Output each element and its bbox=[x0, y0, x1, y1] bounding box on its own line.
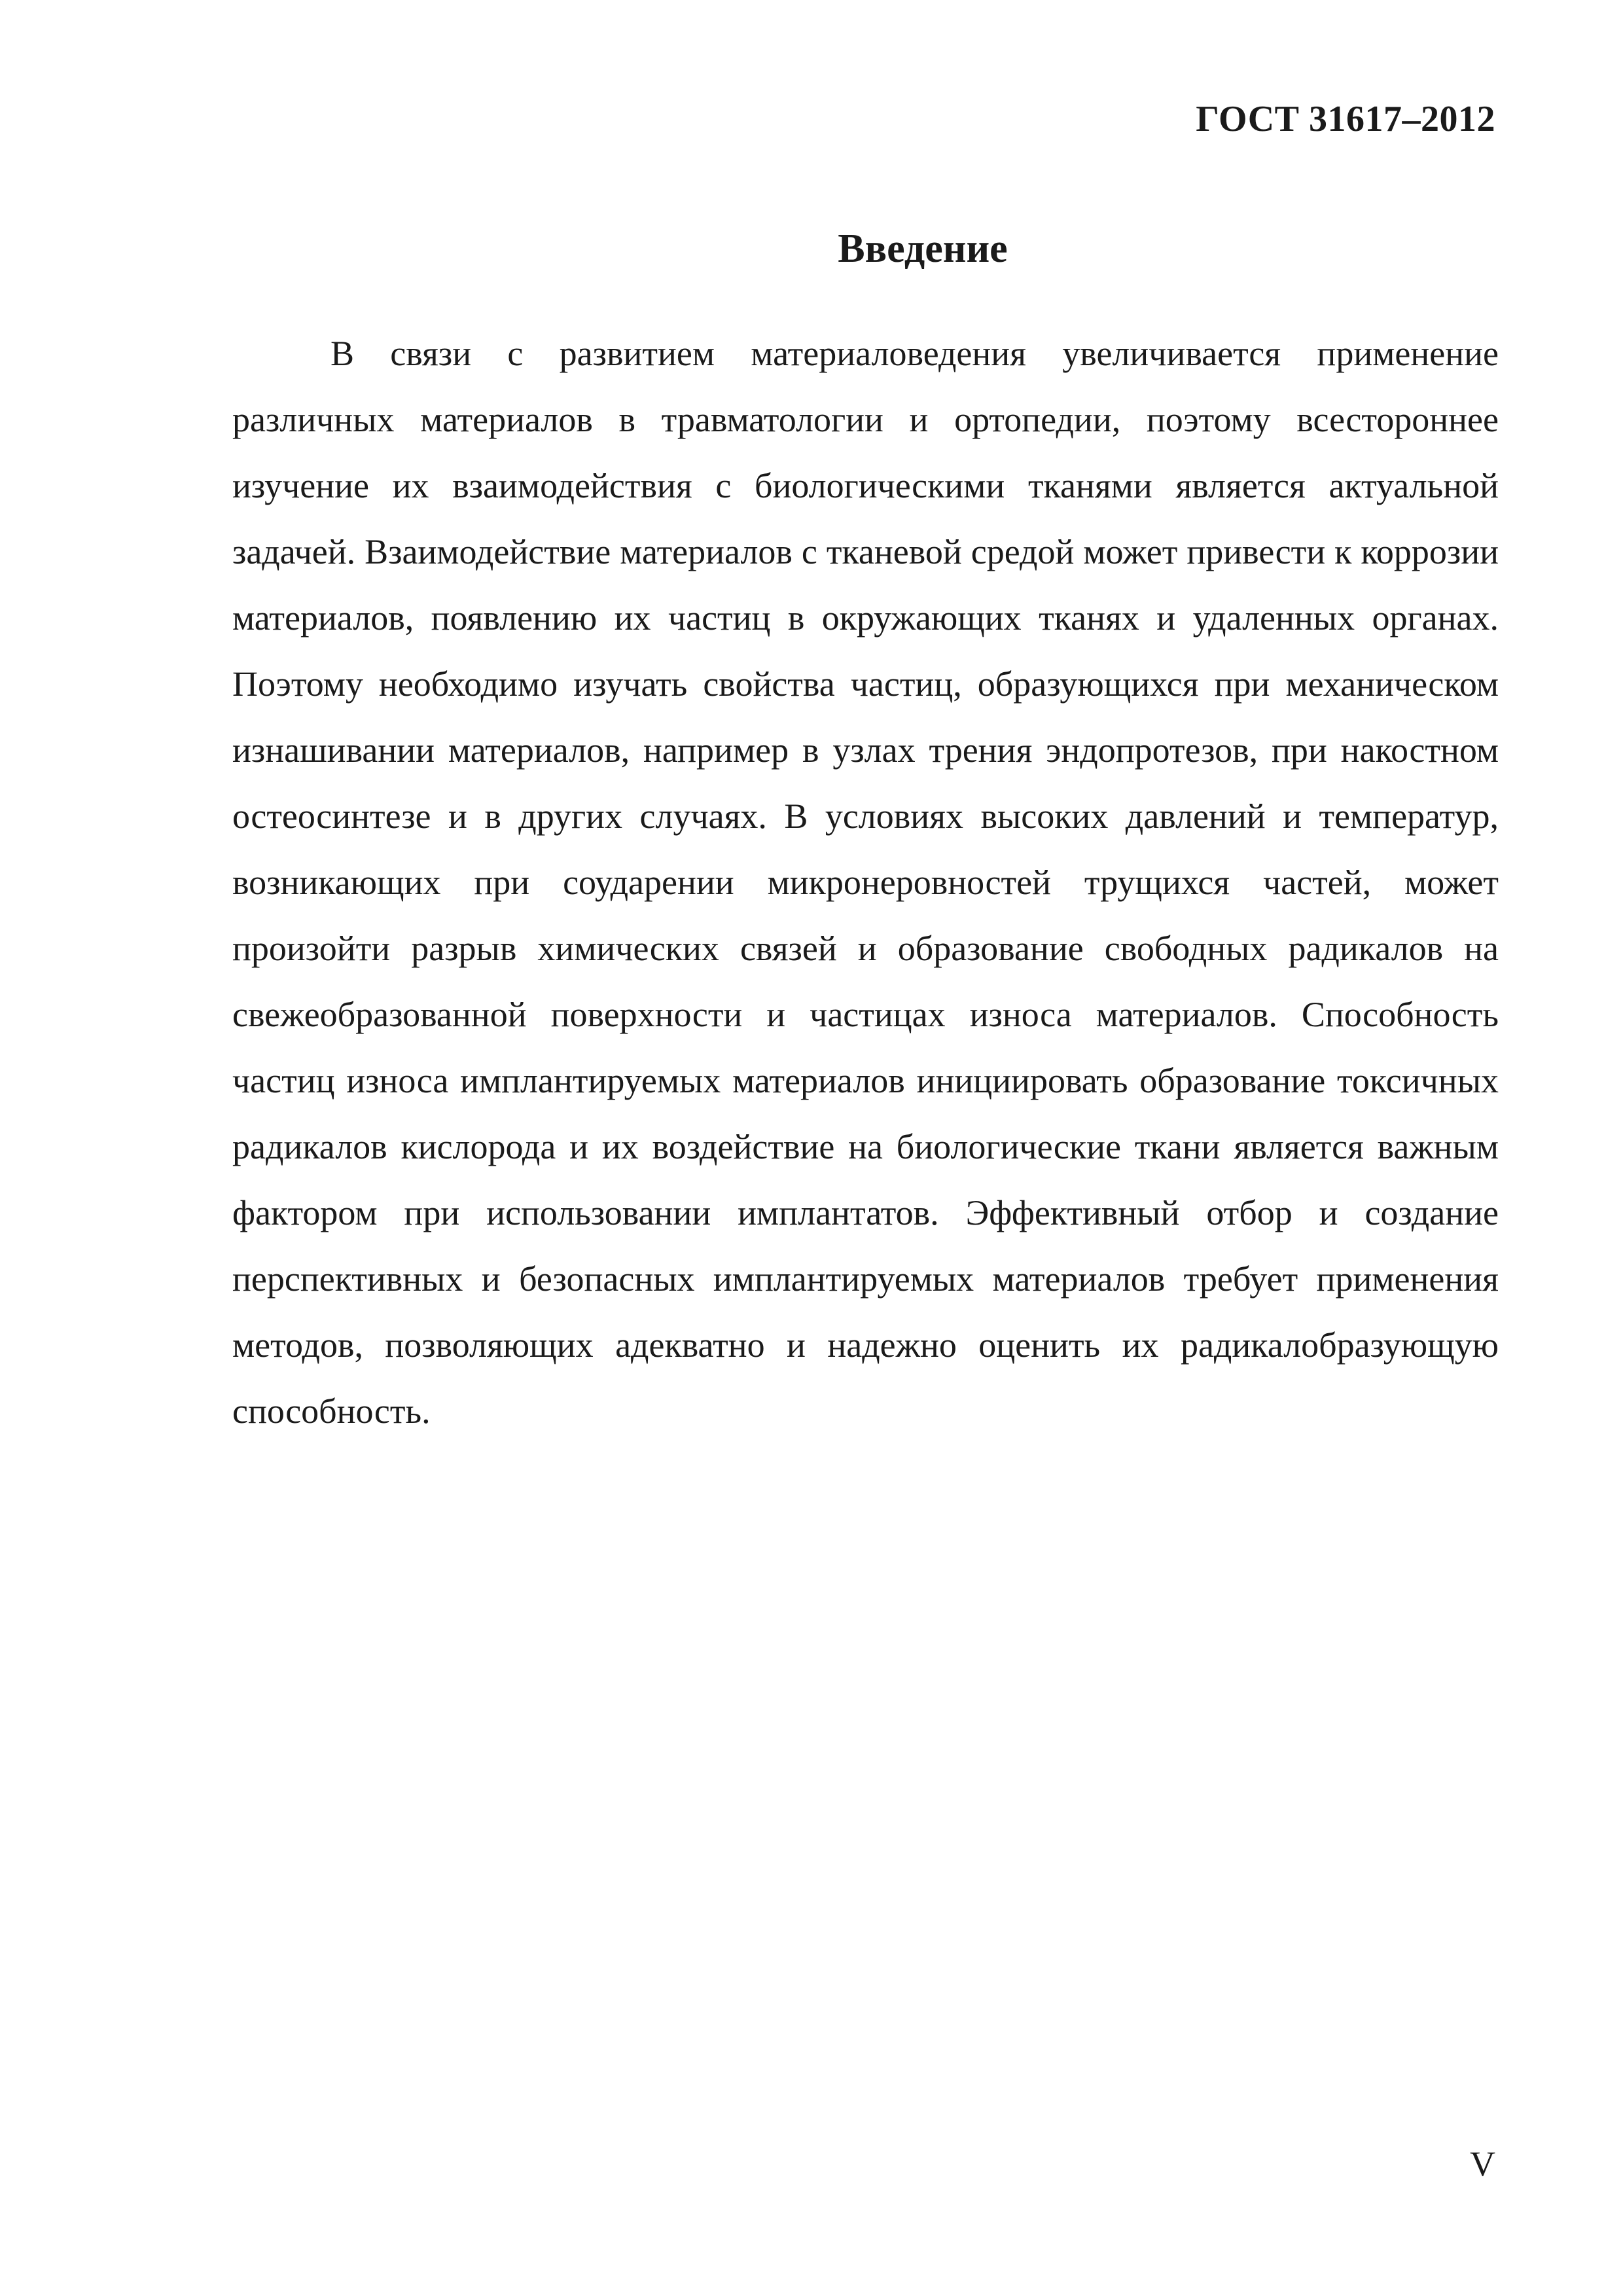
intro-paragraph: В связи с развитием материаловедения увеличивается применение различных материалов в травматологии и ортопедии, поэтому всестороннее изучение их взаимодействия с биологическими тканями является актуальной задачей. Взаимодействие материалов с тканевой средой может привести к коррозии материалов, появлению их частиц в окружающих тканях и удаленных органах. Поэтому необходимо изучать свойства частиц, образующихся при механическом изнашивании материалов, например в узлах трения эндопротезов, при накостном остеосинтезе и в других случаях. В условиях высоких давлений и температур, возникающих при соударении микронеровностей трущихся частей, может произойти разрыв химических связей и образование свободных радикалов на свежеобразованной поверхности и частицах износа материалов. Способность частиц износа имплантируемых материалов инициировать образование токсичных радикалов кислорода и их воздействие на биологические ткани является важным фактором при использовании имплантатов. Эффективный отбор и создание перспективных и безопасных имплантируемых материалов требует применения методов, позволяющих адекватно и надежно оценить их радикалобразующую способность. bbox=[232, 334, 1499, 1431]
page-number: V bbox=[1470, 2144, 1495, 2183]
section-title: Введение bbox=[838, 226, 1008, 271]
document-header: ГОСТ 31617–2012 bbox=[1196, 99, 1495, 139]
